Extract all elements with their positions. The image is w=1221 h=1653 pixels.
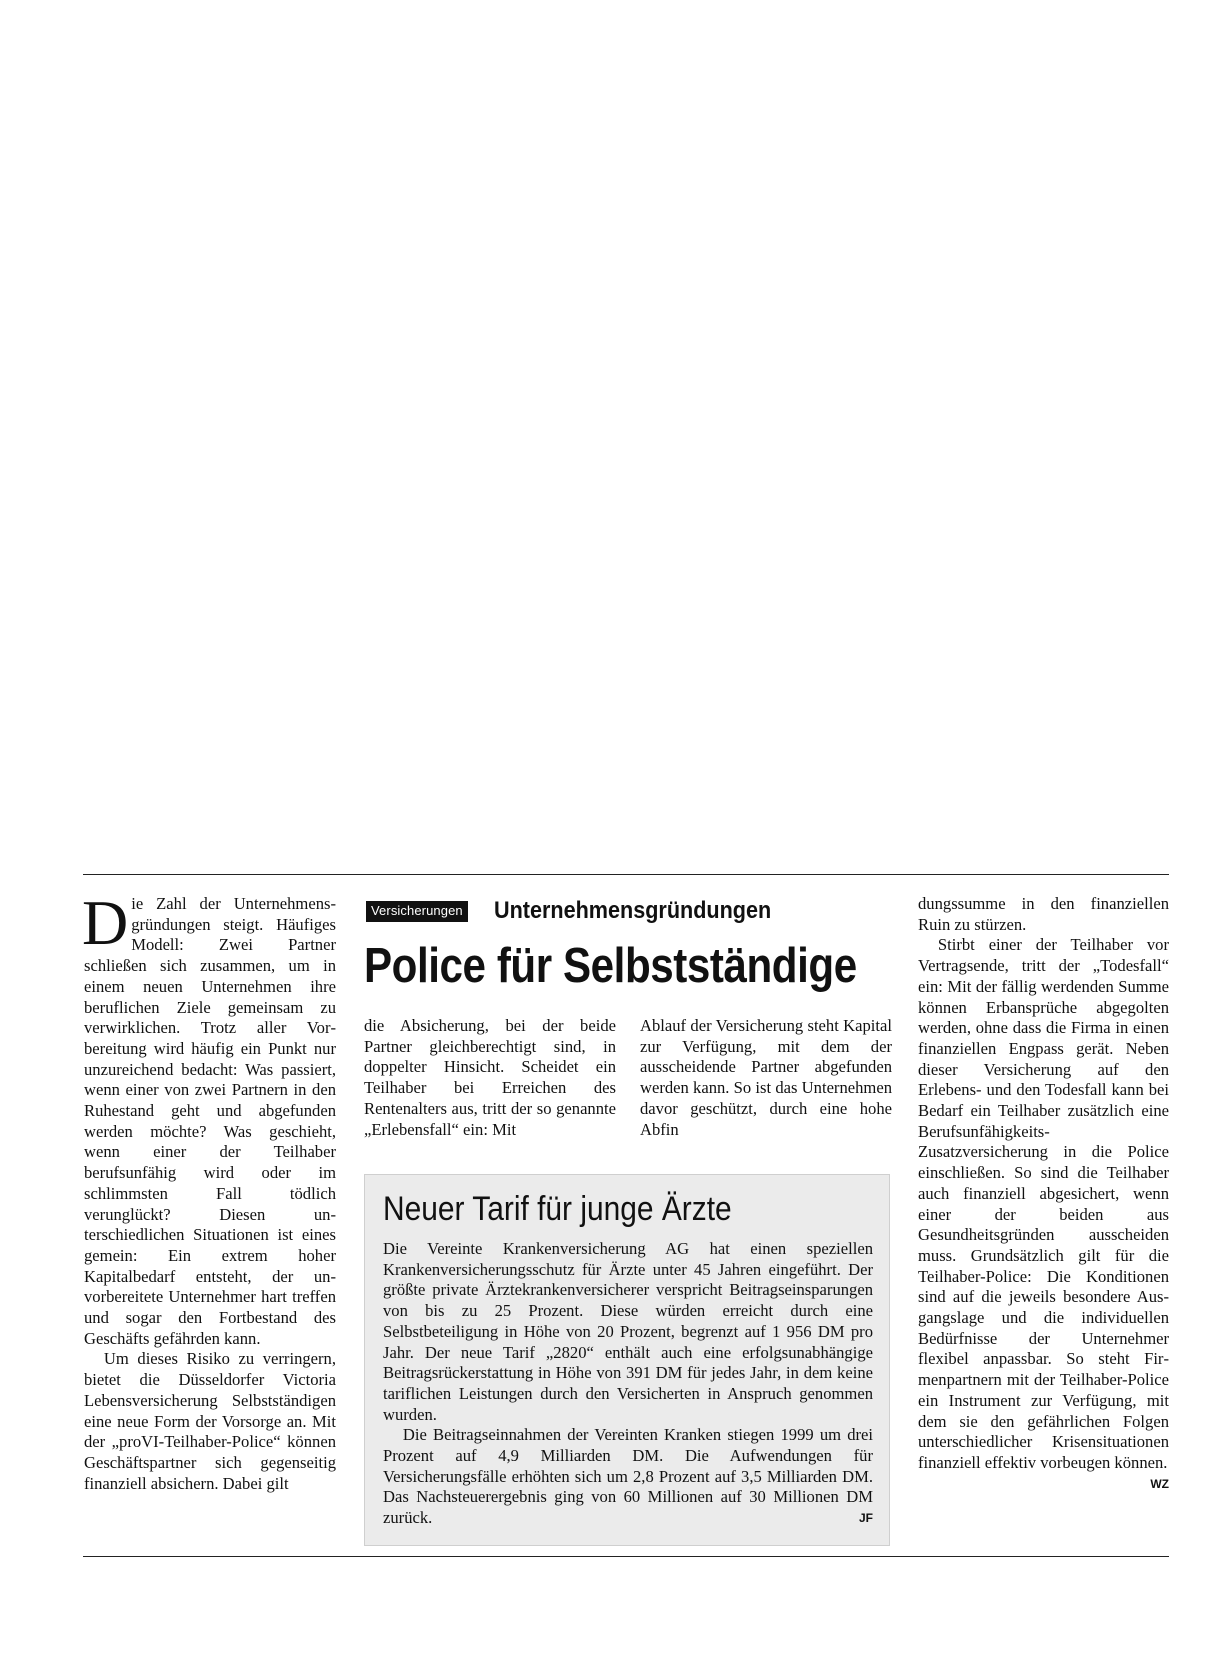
article-paragraph: dungssumme in den finanziellen Ruin zu stürzen.	[918, 894, 1169, 934]
article-column-1	[82, 887, 336, 1494]
info-box-body	[383, 1239, 873, 1529]
article-column-4	[918, 894, 1169, 1494]
bottom-rule	[83, 1556, 1169, 1557]
article-paragraph: Um dieses Risiko zu verringern, bietet die Düsseldorfer Victoria Lebensversicherung Selbstständigen eine neue Form der Vorsorge an. Mit der „proVI-Teilhaber-Police“ können Geschäftspartner sich gegenseitig finanziell absichern. Dabei gilt	[84, 1349, 336, 1493]
drop-cap: D	[82, 887, 129, 958]
section-label: Versicherungen	[366, 901, 468, 922]
info-box-paragraph: Die Vereinte Krankenversicherung AG hat einen speziellen Krankenversicherungsschutz für Ärzte unter 45 Jahren eingeführt. Der größte private Ärztekrankenversicherer verspricht Beitragseinsparungen von bis zu 25 Prozent. Diese würden erreicht durch eine Selbstbeteiligung in Höhe von 20 Prozent, begrenzt auf 1 956 DM pro Jahr. Der neue Tarif „2820“ enthält auch eine erfolgsunabhängige Beitragsrückerstattung in Höhe von 391 DM für jedes Jahr, in dem keine tariflichen Leistungen durch den Versicherten in Anspruch genommen wurden.	[383, 1239, 873, 1424]
info-box-title: Neuer Tarif für junge Ärzte	[383, 1190, 732, 1228]
paragraph-text: Stirbt einer der Teilhaber vor Vertragsende, tritt der „Todesfall“ ein: Mit der fällig werdenden Summe können Erbansprüche abgegolten werden, ohne dass die Firma in einen finanziellen Engpass gerät. Neben dieser Versicherung auf den Erlebens- und den Todesfall kann bei Bedarf ein Teilhaber zusätzlich eine Berufsunfähigkeits-Zusatzversicherung in die Police einschließen. So sind die Teilhaber auch finanziell abgesichert, wenn einer der beiden aus Gesundheitsgründen ausscheiden muss. Grundsätzlich gilt für die Teilhaber-Police: Die Konditionen sind auf die jeweils besondere Ausgangslage und die individuellen Bedürfnisse der Unternehmer flexibel anpassbar. So steht Firmenpartnern mit der Teilhaber-Police ein Instrument zur Verfügung, mit dem sie den gefährlichen Folgen unterschiedlicher Krisensituationen finanziell effektiv vorbeugen können.	[918, 935, 1169, 1472]
article-column-3	[640, 1016, 892, 1140]
article-subtitle: Unternehmensgründungen	[493, 897, 771, 924]
top-rule	[83, 874, 1169, 875]
article-headline: Police für Selbstständige	[364, 939, 857, 993]
article-paragraph	[918, 935, 1169, 1491]
article-paragraph	[82, 887, 336, 1349]
author-signature: JF	[858, 1511, 873, 1526]
paragraph-text: ie Zahl der Unternehmensgründungen steigt. Häufiges Modell: Zwei Partner schließen sich zusammen, um in einem neuen Unternehmen ihre beruflichen Ziele gemeinsam zu verwirklichen. Trotz aller Vorbereitung wird häufig ein Punkt nur unzureichend bedacht: Was passiert, wenn einer von zwei Partnern in den Ruhestand geht und abgefunden werden möchte? Was geschieht, wenn einer der Teilhaber berufsunfähig wird oder im schlimmsten Fall tödlich verunglückt? Diesen unterschiedlichen Situationen ist eines gemein: Ein extrem hoher Kapitalbedarf entsteht, der unvorbereitete Unternehmer hart treffen und sogar den Fortbestand des Geschäfts gefährden kann.	[84, 894, 336, 1348]
article-column-2	[364, 1016, 616, 1140]
article-paragraph: die Absicherung, bei der beide Partner gleichberechtigt sind, in doppelter Hinsicht. Scheidet ein Teilhaber bei Erreichen des Rentenalters aus, tritt der so genannte „Erlebensfall“ ein: Mit	[364, 1016, 616, 1139]
article-header-row	[366, 898, 802, 924]
paragraph-text: Die Beitragseinnahmen der Vereinten Kranken stiegen 1999 um drei Prozent auf 4,9 Milliarden DM. Die Aufwendungen für Versicherungsfälle erhöhten sich um 2,8 Prozent auf 3,5 Milliarden DM. Das Nachsteuerergebnis ging von 60 Millionen auf 30 Millionen DM zurück.	[383, 1425, 873, 1528]
info-box-paragraph	[383, 1425, 873, 1529]
info-box	[364, 1174, 890, 1546]
author-signature: WZ	[1150, 1476, 1169, 1491]
article-paragraph: Ablauf der Versicherung steht Kapital zur Verfügung, mit dem der ausscheidende Partner abgefunden werden kann. So ist das Unternehmen davor geschützt, durch eine hohe Abfin	[640, 1016, 892, 1139]
